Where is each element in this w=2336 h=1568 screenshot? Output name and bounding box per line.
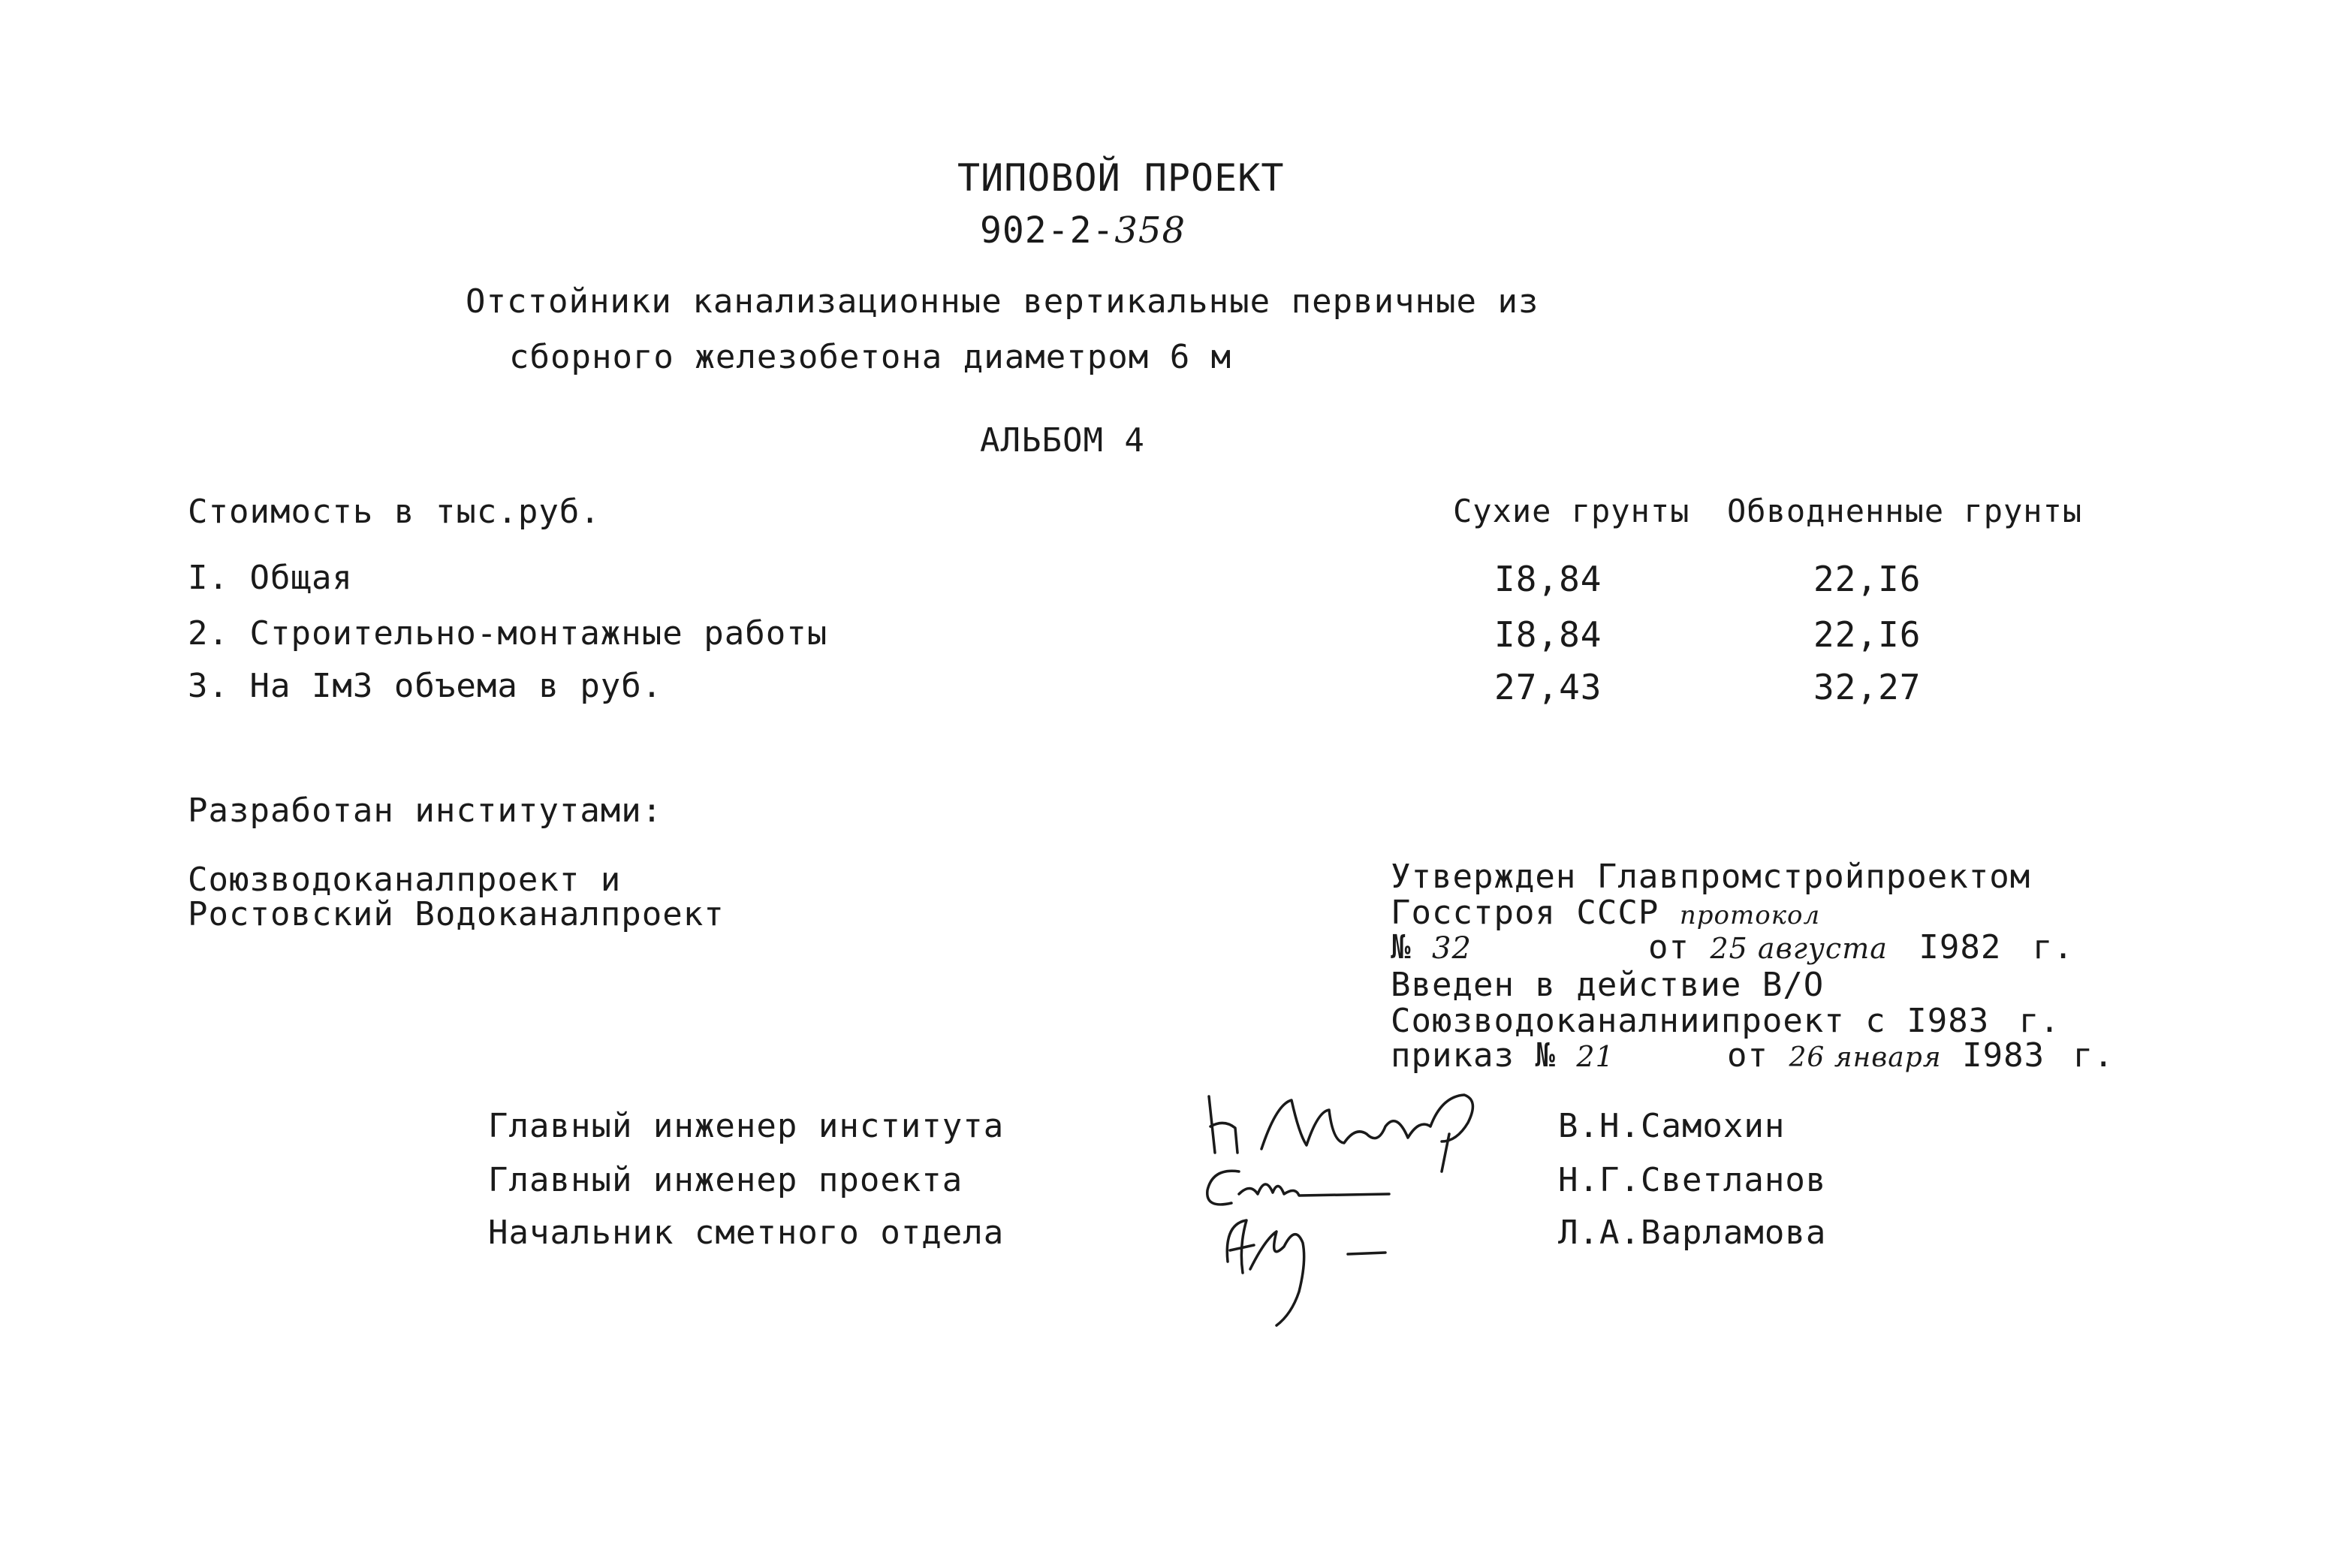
signature-scribble-3 [1194,1202,1419,1329]
project-code [980,210,1186,252]
approval-protocol-year: I982 [1919,928,2002,966]
cost-row-1-wet: 22,I6 [1813,559,1922,599]
signature-name-3: Л.А.Варламова [1558,1214,1827,1252]
cost-row-2-wet: 22,I6 [1813,614,1922,655]
approval-soyuz: Союзводоканалниипроект с [1391,1002,1886,1040]
column-header-wet: Обводненные грунты [1727,493,2083,529]
approval-prikaz-date: 26 января [1789,1042,1942,1073]
cost-row-2-label: 2. Строительно-монтажные работы [188,614,828,653]
approval-line-6-date [1727,1036,2114,1075]
approval-line-3-date [1648,928,2074,966]
description-line-1: Отстойники канализационные вертикальные первичные из [466,282,1539,321]
signature-role-1: Главный инженер института [488,1107,1005,1145]
approval-line-5 [1391,1002,2060,1040]
approval-protocol-g: г. [2032,928,2074,966]
document-title: ТИПОВОЙ ПРОЕКТ [957,156,1285,200]
approval-prikaz-number: 21 [1576,1040,1614,1073]
approval-soyuz-year: I983 [1906,1002,1990,1040]
cost-row-3-label: 3. На Iм3 объема в руб. [188,667,663,705]
approval-protocol-number: 32 [1432,931,1472,966]
signature-role-2: Главный инженер проекта [488,1161,963,1199]
signature-role-3: Начальник сметного отдела [488,1214,1005,1252]
approval-line-6 [1391,1036,1614,1075]
cost-row-3-wet: 32,27 [1813,667,1922,707]
approval-number-sign: № [1391,928,1412,966]
developers-line-1: Союзводоканалпроект и [188,861,622,899]
signature-name-2: Н.Г.Светланов [1558,1161,1827,1199]
approval-prikaz-year: I983 [1962,1036,2045,1075]
approval-line-2 [1391,894,1821,932]
cost-row-1-label: I. Общая [188,559,353,597]
approval-line-3 [1391,928,1472,966]
approval-ot: от [1648,928,1689,966]
cost-row-2-dry: I8,84 [1494,614,1602,655]
signature-name-1: В.Н.Самохин [1558,1107,1786,1145]
approval-prikaz-g: г. [2072,1036,2114,1075]
developers-heading: Разработан институтами: [188,792,663,830]
approval-soyuz-g: г. [2018,1002,2060,1040]
description-line-2: сборного железобетона диаметром 6 м [509,338,1232,376]
project-code-number: 358 [1114,210,1186,252]
approval-line-4: Введен в действие В/О [1391,966,1825,1004]
approval-gosstroy: Госстроя СССР [1391,894,1659,932]
cost-row-1-dry: I8,84 [1494,559,1602,599]
approval-prikaz-ot: от [1727,1036,1768,1075]
column-header-dry: Сухие грунты [1453,493,1690,529]
cost-caption: Стоимость в тыс.руб. [188,493,601,531]
approval-protocol-handwritten: протокол [1679,900,1821,930]
approval-protocol-date: 25 августа [1710,932,1888,965]
approval-line-1: Утвержден Главпромстройпроектом [1391,858,2031,896]
album-label: АЛЬБОМ 4 [980,421,1145,460]
developers-line-2: Ростовский Водоканалпроект [188,895,725,933]
project-code-prefix: 902-2- [980,210,1115,252]
approval-prikaz: приказ № [1391,1036,1556,1075]
cost-row-3-dry: 27,43 [1494,667,1602,707]
